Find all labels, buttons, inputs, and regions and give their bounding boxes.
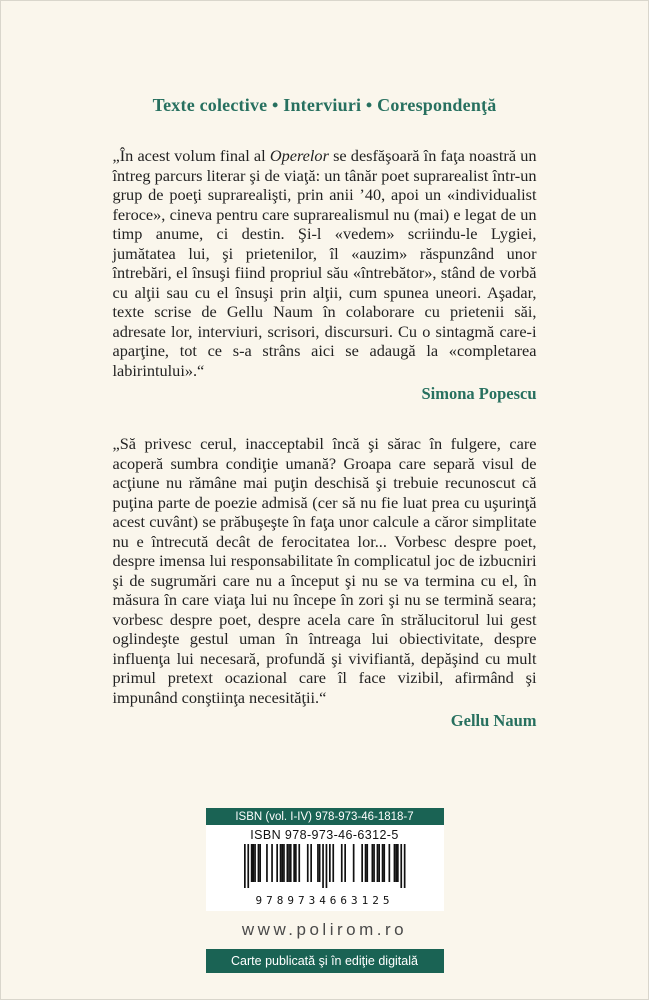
ean13-barcode	[244, 844, 406, 888]
isbn-number: ISBN 978-973-46-6312-5	[250, 828, 399, 842]
digital-edition-band: Carte publicată şi în ediţie digitală	[206, 949, 444, 973]
barcode-digits: 9789734663125	[255, 894, 394, 907]
quote1-text-after: se desfăşoară în faţa noastră un întreg parcurs literar şi de viaţă: un tânăr poet suprarealist într-un grup de poeţi suprarealişti, prin anii ’40, apoi un «individualist feroce», cineva pentru care suprarealismul nu (mai) e legat de un timp anume, ci destin. Şi-l «vedem» scriindu-le Lygiei, jumătatea lui, şi prietenilor, îl «auzim» răspunzând unor întrebări, el însuşi fiind propriul său «întrebător», stând de vorbă cu alţii sau cu el însuşi prin alţii, cum spunea uneori. Aşadar, texte scrise de Gellu Naum în colaborare cu prietenii săi, adresate lor, interviuri, scrisori, discursuri. Cu o sintagmă care-i aparţine, tot ce s-a strâns aici se adaugă la «completarea labirintului».“	[112, 146, 537, 380]
quote1-italic-title: Operelor	[269, 146, 329, 165]
isbn-volume-band: ISBN (vol. I-IV) 978-973-46-1818-7	[206, 808, 444, 825]
quote1-author: Simona Popescu	[421, 384, 537, 403]
cover-text-block	[113, 146, 537, 731]
quote-2: „Să privesc cerul, inacceptabil încă şi sărac în fulgere, care acoperă sumbra condiţie umană? Groapa care separă visul de acţiune nu rămâne mai puţin deschisă şi trebuie recunoscut că puţina parte de poezie admisă (cer să nu fie luat prea cu uşurinţă acest cuvânt) se prăbuşeşte în faţa unor calcule a căror simplitate nu e întrecută decât de ferocitatea lor... Vorbesc despre poet, despre imensa lui responsabilitate în complicatul joc de izbucniri şi de sugrumări care nu a început şi nu se va termina cu el, în măsura în care viaţa lui nu începe în zori şi nu se termină seara; vorbesc despre poet, despre acela care în strălucitorul lui gest oglindeşte gestul uman în întreaga lui obiectivitate, despre influenţa lui necesară, profundă şi vivifiantă, depăşind cu mult primul pretext ocazional care îl face vizibil, afirmând şi impunând conştiinţa necesităţii.“	[112, 434, 537, 707]
quote1-text-before: „În acest volum final al	[112, 146, 270, 165]
isbn-barcode-block	[206, 808, 444, 911]
publisher-website: www.polirom.ro	[241, 920, 408, 939]
quote-1	[113, 146, 537, 380]
cover-header: Texte colective • Interviuri • Corespondenţă	[152, 95, 497, 115]
barcode-panel	[206, 825, 444, 911]
cover-footer	[1, 808, 648, 973]
quote2-author: Gellu Naum	[450, 711, 537, 730]
